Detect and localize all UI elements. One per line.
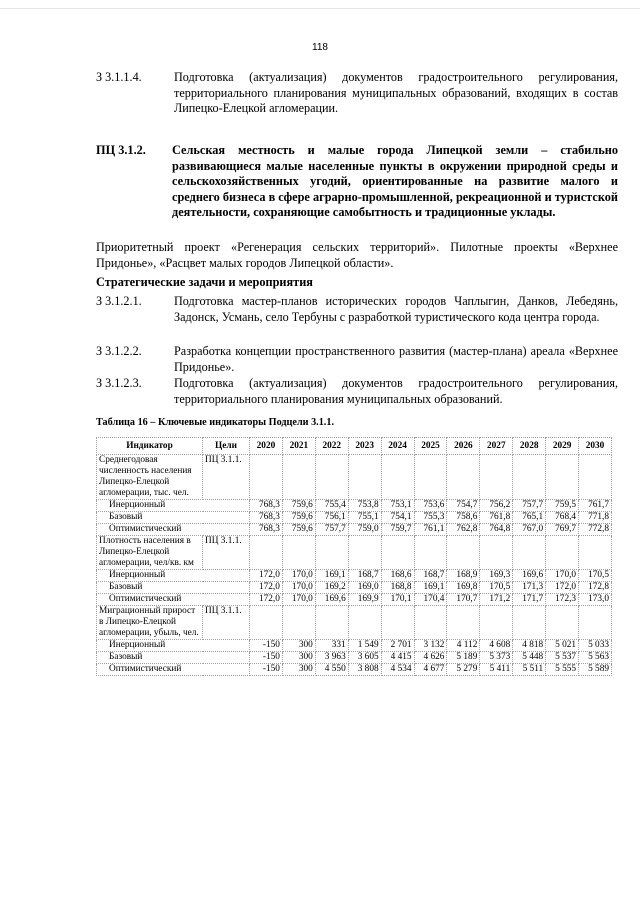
value-cell: 170,0 xyxy=(282,570,315,582)
empty-cell xyxy=(348,455,381,500)
empty-cell xyxy=(546,536,579,570)
value-cell: 5 189 xyxy=(447,652,480,664)
scenario-label: Инерционный xyxy=(97,640,250,652)
value-cell: 3 605 xyxy=(348,652,381,664)
value-cell: 757,7 xyxy=(315,524,348,536)
empty-cell xyxy=(447,536,480,570)
header-year: 2024 xyxy=(381,438,414,455)
task-text: Разработка концепции пространственного развития (мастер-плана) ареала «Верхнее Придонье». xyxy=(174,344,618,374)
value-cell: 172,0 xyxy=(250,582,283,594)
scenario-row xyxy=(97,664,612,676)
value-cell: 4 415 xyxy=(381,652,414,664)
scenario-row xyxy=(97,524,612,536)
page-number: 118 xyxy=(312,42,328,53)
empty-cell xyxy=(579,455,612,500)
value-cell: 772,8 xyxy=(579,524,612,536)
value-cell: 300 xyxy=(282,652,315,664)
header-year: 2030 xyxy=(579,438,612,455)
value-cell: 172,8 xyxy=(579,582,612,594)
value-cell: 5 563 xyxy=(579,652,612,664)
header-year: 2026 xyxy=(447,438,480,455)
empty-cell xyxy=(447,606,480,640)
value-cell: 169,8 xyxy=(447,582,480,594)
value-cell: 4 818 xyxy=(513,640,546,652)
value-cell: 169,3 xyxy=(480,570,513,582)
indicator-group-row xyxy=(97,606,612,640)
top-rule xyxy=(0,8,640,9)
value-cell: 756,2 xyxy=(480,500,513,512)
value-cell: 4 550 xyxy=(315,664,348,676)
value-cell: 170,5 xyxy=(480,582,513,594)
task-text: Подготовка (актуализация) документов градостроительного регулирования, территориального планирования муниципальных образований. xyxy=(174,376,618,406)
indicator-name: Среднегодовая численность населения Липецко-Елецкой агломерации, тыс. чел. xyxy=(97,455,203,500)
value-cell: 761,7 xyxy=(579,500,612,512)
value-cell: 768,3 xyxy=(250,512,283,524)
empty-cell xyxy=(282,606,315,640)
value-cell: 761,1 xyxy=(414,524,447,536)
value-cell: 172,0 xyxy=(250,594,283,606)
task-code: З 3.1.2.1. xyxy=(96,294,142,308)
value-cell: 3 132 xyxy=(414,640,447,652)
priority-project-text: Приоритетный проект «Регенерация сельских территорий». Пилотные проекты «Верхнее Придонье», «Расцвет малых городов Липецкой области». xyxy=(96,240,618,270)
scenario-row xyxy=(97,512,612,524)
value-cell: 170,4 xyxy=(414,594,447,606)
empty-cell xyxy=(315,455,348,500)
empty-cell xyxy=(381,455,414,500)
value-cell: 758,6 xyxy=(447,512,480,524)
empty-cell xyxy=(546,606,579,640)
value-cell: 5 537 xyxy=(546,652,579,664)
subgoal-code: ПЦ 3.1.2. xyxy=(96,143,146,157)
value-cell: 168,7 xyxy=(414,570,447,582)
value-cell: 169,9 xyxy=(348,594,381,606)
value-cell: 169,0 xyxy=(348,582,381,594)
value-cell: 5 033 xyxy=(579,640,612,652)
indicator-name: Плотность населения в Липецко-Елецкой агломерации, чел/кв. км xyxy=(97,536,203,570)
empty-cell xyxy=(315,536,348,570)
indicators-table xyxy=(96,437,612,676)
value-cell: 759,6 xyxy=(282,524,315,536)
empty-cell xyxy=(480,536,513,570)
value-cell: 755,4 xyxy=(315,500,348,512)
header-year: 2020 xyxy=(250,438,283,455)
empty-cell xyxy=(348,536,381,570)
value-cell: 170,0 xyxy=(282,594,315,606)
value-cell: 169,6 xyxy=(513,570,546,582)
value-cell: -150 xyxy=(250,640,283,652)
tasks-heading: Стратегические задачи и мероприятия xyxy=(96,275,313,289)
value-cell: 172,0 xyxy=(250,570,283,582)
value-cell: 4 626 xyxy=(414,652,447,664)
value-cell: 756,1 xyxy=(315,512,348,524)
empty-cell xyxy=(480,606,513,640)
task-code: З 3.1.1.4. xyxy=(96,70,142,84)
value-cell: 168,8 xyxy=(381,582,414,594)
task-item xyxy=(96,344,618,375)
value-cell: 771,8 xyxy=(579,512,612,524)
value-cell: 755,3 xyxy=(414,512,447,524)
value-cell: 5 373 xyxy=(480,652,513,664)
subgoal xyxy=(96,143,618,221)
value-cell: 169,1 xyxy=(315,570,348,582)
value-cell: 757,7 xyxy=(513,500,546,512)
value-cell: 169,1 xyxy=(414,582,447,594)
task-text: Подготовка мастер-планов исторических городов Чаплыгин, Данков, Лебедянь, Задонск, Усмань, село Тербуны с разработкой туристического кода центра города. xyxy=(174,294,618,324)
value-cell: 754,1 xyxy=(381,512,414,524)
empty-cell xyxy=(447,455,480,500)
value-cell: 4 534 xyxy=(381,664,414,676)
value-cell: 1 549 xyxy=(348,640,381,652)
value-cell: 3 808 xyxy=(348,664,381,676)
value-cell: 764,8 xyxy=(480,524,513,536)
indicator-group-row xyxy=(97,536,612,570)
scenario-label: Базовый xyxy=(97,512,250,524)
empty-cell xyxy=(250,606,283,640)
table-body xyxy=(97,455,612,676)
header-year: 2025 xyxy=(414,438,447,455)
value-cell: 170,5 xyxy=(579,570,612,582)
value-cell: 5 279 xyxy=(447,664,480,676)
value-cell: 4 112 xyxy=(447,640,480,652)
task-item xyxy=(96,294,618,325)
scenario-row xyxy=(97,582,612,594)
value-cell: 168,6 xyxy=(381,570,414,582)
scenario-row xyxy=(97,500,612,512)
value-cell: 168,9 xyxy=(447,570,480,582)
empty-cell xyxy=(546,455,579,500)
task-code: З 3.1.2.3. xyxy=(96,376,142,390)
value-cell: 168,7 xyxy=(348,570,381,582)
empty-cell xyxy=(414,455,447,500)
value-cell: 4 608 xyxy=(480,640,513,652)
header-year: 2029 xyxy=(546,438,579,455)
value-cell: 3 963 xyxy=(315,652,348,664)
value-cell: 171,7 xyxy=(513,594,546,606)
task-text: Подготовка (актуализация) документов градостроительного регулирования, территориального планирования муниципальных образований, входящих в состав Липецко-Елецкой агломерации. xyxy=(174,70,618,115)
value-cell: 331 xyxy=(315,640,348,652)
scenario-row xyxy=(97,640,612,652)
value-cell: 759,5 xyxy=(546,500,579,512)
value-cell: 753,1 xyxy=(381,500,414,512)
value-cell: 172,0 xyxy=(546,582,579,594)
value-cell: 169,2 xyxy=(315,582,348,594)
value-cell: 4 677 xyxy=(414,664,447,676)
value-cell: 765,1 xyxy=(513,512,546,524)
value-cell: 5 021 xyxy=(546,640,579,652)
value-cell: 169,6 xyxy=(315,594,348,606)
value-cell: -150 xyxy=(250,664,283,676)
empty-cell xyxy=(414,536,447,570)
scenario-label: Оптимистический xyxy=(97,664,250,676)
empty-cell xyxy=(513,536,546,570)
subgoal-text: Сельская местность и малые города Липецкой земли – стабильно развивающиеся малые населенные пункты в окружении природной среды и сельскохозяйственных угодий, ориентированные на развитие малого и среднего бизнеса в сфере аграрно-промышленной, рекреационной и туристской деятельности, сохраняющие самобытность и традиционные уклады. xyxy=(172,143,618,220)
value-cell: 170,7 xyxy=(447,594,480,606)
empty-cell xyxy=(348,606,381,640)
value-cell: 171,3 xyxy=(513,582,546,594)
task-code: З 3.1.2.2. xyxy=(96,344,142,358)
header-goals: Цели xyxy=(203,438,250,455)
value-cell: 300 xyxy=(282,640,315,652)
empty-cell xyxy=(250,455,283,500)
value-cell: 170,0 xyxy=(546,570,579,582)
value-cell: 768,4 xyxy=(546,512,579,524)
empty-cell xyxy=(250,536,283,570)
value-cell: 5 411 xyxy=(480,664,513,676)
indicator-goal: ПЦ 3.1.1. xyxy=(203,455,250,500)
task-top xyxy=(96,70,618,117)
value-cell: 5 589 xyxy=(579,664,612,676)
header-year: 2027 xyxy=(480,438,513,455)
scenario-row xyxy=(97,594,612,606)
header-year: 2021 xyxy=(282,438,315,455)
header-year: 2022 xyxy=(315,438,348,455)
header-year: 2023 xyxy=(348,438,381,455)
indicator-group-row xyxy=(97,455,612,500)
value-cell: 5 555 xyxy=(546,664,579,676)
table-caption: Таблица 16 – Ключевые индикаторы Подцели 3.1.1. xyxy=(96,417,334,428)
scenario-label: Базовый xyxy=(97,652,250,664)
scenario-label: Оптимистический xyxy=(97,594,250,606)
empty-cell xyxy=(282,455,315,500)
empty-cell xyxy=(513,606,546,640)
value-cell: 768,3 xyxy=(250,500,283,512)
indicator-goal: ПЦ 3.1.1. xyxy=(203,606,250,640)
empty-cell xyxy=(381,606,414,640)
value-cell: 759,6 xyxy=(282,500,315,512)
value-cell: 755,1 xyxy=(348,512,381,524)
empty-cell xyxy=(579,606,612,640)
value-cell: 753,8 xyxy=(348,500,381,512)
value-cell: 753,6 xyxy=(414,500,447,512)
empty-cell xyxy=(579,536,612,570)
empty-cell xyxy=(414,606,447,640)
value-cell: 768,3 xyxy=(250,524,283,536)
header-indicator: Индикатор xyxy=(97,438,203,455)
value-cell: 2 701 xyxy=(381,640,414,652)
header-year: 2028 xyxy=(513,438,546,455)
value-cell: 173,0 xyxy=(579,594,612,606)
indicator-goal: ПЦ 3.1.1. xyxy=(203,536,250,570)
value-cell: 170,0 xyxy=(282,582,315,594)
empty-cell xyxy=(513,455,546,500)
empty-cell xyxy=(282,536,315,570)
empty-cell xyxy=(480,455,513,500)
value-cell: 171,2 xyxy=(480,594,513,606)
value-cell: 5 511 xyxy=(513,664,546,676)
value-cell: 5 448 xyxy=(513,652,546,664)
scenario-label: Оптимистический xyxy=(97,524,250,536)
empty-cell xyxy=(315,606,348,640)
value-cell: 759,7 xyxy=(381,524,414,536)
value-cell: 300 xyxy=(282,664,315,676)
value-cell: 754,7 xyxy=(447,500,480,512)
value-cell: -150 xyxy=(250,652,283,664)
value-cell: 767,0 xyxy=(513,524,546,536)
value-cell: 762,8 xyxy=(447,524,480,536)
table-header-row xyxy=(97,438,612,455)
value-cell: 172,3 xyxy=(546,594,579,606)
empty-cell xyxy=(381,536,414,570)
value-cell: 769,7 xyxy=(546,524,579,536)
scenario-label: Инерционный xyxy=(97,500,250,512)
scenario-label: Инерционный xyxy=(97,570,250,582)
scenario-row xyxy=(97,570,612,582)
value-cell: 759,6 xyxy=(282,512,315,524)
scenario-label: Базовый xyxy=(97,582,250,594)
scenario-row xyxy=(97,652,612,664)
task-item xyxy=(96,376,618,407)
value-cell: 761,8 xyxy=(480,512,513,524)
indicator-name: Миграционный прирост в Липецко-Елецкой агломерации, убыль, чел. xyxy=(97,606,203,640)
value-cell: 759,0 xyxy=(348,524,381,536)
value-cell: 170,1 xyxy=(381,594,414,606)
